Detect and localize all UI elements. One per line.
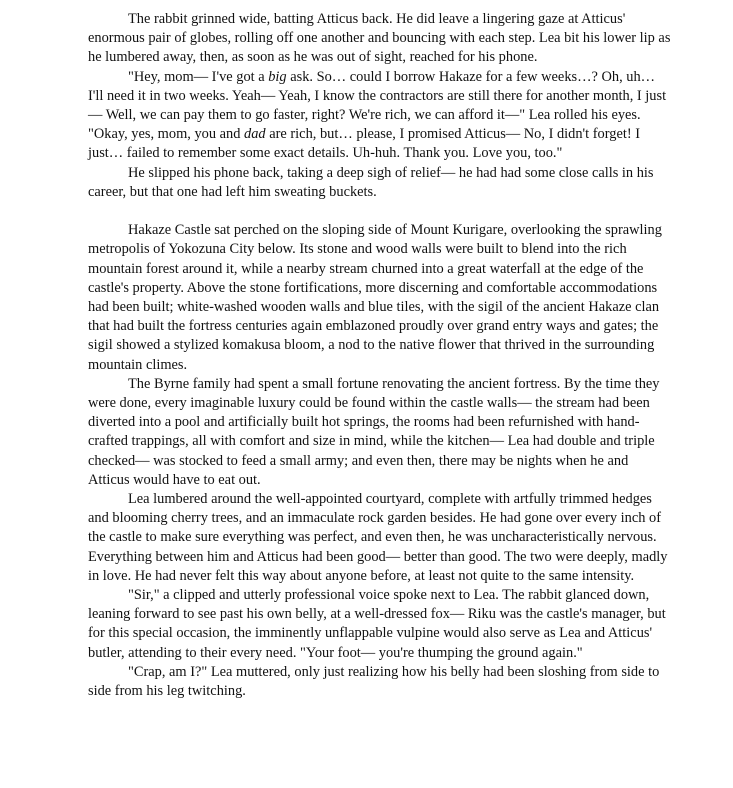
text-run: Hakaze Castle sat perched on the sloping side of Mount Kurigare, overlooking the sprawling metropolis of Yokozuna City below. Its stone and wood walls were built to blend into the rich mountain forest around it, while a nearby stream churned into a great waterfall at the edge of the castle's property. Above the stone fortifications, more discerning and comfortable accommodations had been built; white-washed wooden walls and blue tiles, with the sigil of the ancient Hakaze clan that had built the fortress centuries again emblazoned proudly over grand entry ways and gates; the sigil showed a stylized komakusa bloom, a nod to the native flower that thrived in the surrounding mountain climes.: [88, 222, 662, 373]
paragraph: [88, 10, 672, 68]
paragraph: [88, 164, 672, 202]
text-run: "Sir," a clipped and utterly professional voice spoke next to Lea. The rabbit glanced down, leaning forward to see past his own belly, at a well-dressed fox— Riku was the castle's manager, but for this special occasion, the imminently unflappable vulpine would also serve as Lea and Atticus' butler, attending to their every need. "Your foot— you're thumping the ground again.": [88, 587, 666, 661]
paragraph: [88, 375, 672, 490]
text-run: "Crap, am I?" Lea muttered, only just realizing how his belly had been sloshing from side to side from his leg twitching.: [88, 663, 660, 700]
section-break: [88, 202, 672, 221]
paragraph: [88, 663, 672, 701]
text-run: The Byrne family had spent a small fortune renovating the ancient fortress. By the time they were done, every imaginable luxury could be found within the castle walls— the stream had been diverted into a pool and artificially built hot springs, the rooms had been refurnished with hand-crafted trappings, all with comfort and size in mind, while the kitchen— Lea had double and triple checked— was stocked to feed a small army; and even then, there may be nights when he and Atticus would have to eat out.: [88, 375, 660, 488]
emphasized-text: big: [268, 68, 287, 85]
document-page: [88, 10, 672, 701]
paragraph: [88, 586, 672, 663]
paragraph: [88, 68, 672, 164]
text-run: The rabbit grinned wide, batting Atticus back. He did leave a lingering gaze at Atticus' enormous pair of globes, rolling off one another and bouncing with each step. Lea bit his lower lip as he lumbered away, then, as soon as he was out of sight, reached for his phone.: [88, 11, 671, 66]
text-run: ask. So… could I borrow Hakaze for a few weeks…? Oh, uh… I'll need it in two weeks. Yeah— Yeah, I know the contractors are still there for another month, I just— Well, we can pay them to go faster, right? We're rich, we can afford it—" Lea rolled his eyes. "Okay, yes, mom, you and: [88, 68, 667, 143]
text-run: "Hey, mom— I've got a: [128, 68, 269, 85]
text-run: Lea lumbered around the well-appointed courtyard, complete with artfully trimmed hedges and blooming cherry trees, and an immaculate rock garden besides. He had gone over every inch of the castle to make sure everything was perfect, and even then, he was uncharacteristically nervous. Everything between him and Atticus had been good— better than good. The two were deeply, madly in love. He had never felt this way about anyone before, at least not quite to the same intensity.: [88, 491, 668, 584]
emphasized-text: dad: [244, 126, 266, 143]
text-run: are rich, but… please, I promised Atticus— No, I didn't forget! I just… failed to remember some exact details. Uh-huh. Thank you. Love you, too.": [88, 126, 641, 162]
paragraph: [88, 221, 672, 375]
paragraph: [88, 490, 672, 586]
text-run: He slipped his phone back, taking a deep sigh of relief— he had had some close calls in his career, but that one had left him sweating buckets.: [88, 164, 654, 200]
